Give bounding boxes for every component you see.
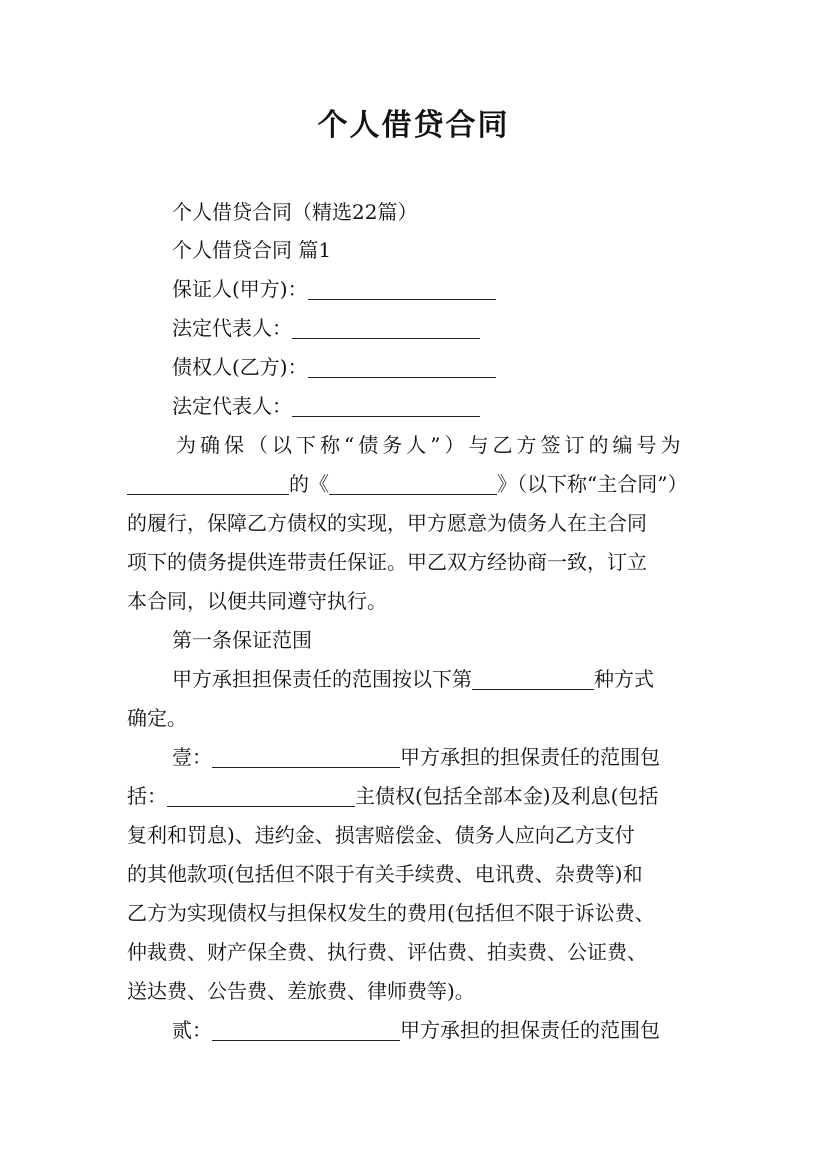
subtitle: 个人借贷合同（精选22篇）	[172, 200, 418, 224]
option1-line2-b: 主债权(包括全部本金)及利息(包括	[355, 784, 659, 808]
option2-blank[interactable]	[212, 1016, 400, 1041]
legal-rep-line-2	[172, 387, 480, 425]
legal-rep-label: 法定代表人：	[172, 316, 292, 340]
creditor-blank[interactable]	[308, 353, 496, 378]
guarantor-label: 保证人(甲方)：	[172, 277, 308, 301]
option2-label: 贰：	[172, 1018, 212, 1042]
option1-line5: 乙方为实现债权与担保权发生的费用(包括但不限于诉讼费、	[127, 901, 655, 925]
option2-line1-text: 甲方承担的担保责任的范围包	[400, 1018, 660, 1042]
legal-rep-line	[172, 309, 480, 347]
option1-line1-text: 甲方承担的担保责任的范围包	[400, 745, 660, 769]
article1-line1-a: 甲方承担担保责任的范围按以下第	[172, 667, 472, 691]
option1-line7: 送达费、公告费、差旅费、律师费等)。	[127, 979, 475, 1003]
para1-line2-b: 》（以下称“主合同”）	[497, 472, 688, 496]
article1-line1	[172, 660, 654, 698]
method-number-blank[interactable]	[472, 665, 594, 690]
para1-line5: 本合同，以便共同遵守执行。	[127, 589, 387, 613]
creditor-line	[172, 348, 496, 386]
article1-heading: 第一条保证范围	[172, 628, 312, 652]
para1-line1: 为确保（以下称“债务人”）与乙方签订的编号为	[176, 433, 685, 457]
legal-rep-blank[interactable]	[292, 314, 480, 339]
creditor-label: 债权人(乙方)：	[172, 355, 308, 379]
article1-line2: 确定。	[127, 706, 187, 730]
option1-line2-a: 括：	[127, 784, 167, 808]
option1-line4: 的其他款项(包括但不限于有关手续费、电讯费、杂费等)和	[127, 862, 643, 886]
option1-line1	[172, 738, 660, 776]
guarantor-blank[interactable]	[308, 275, 496, 300]
option1-label: 壹：	[172, 745, 212, 769]
legal-rep-blank-2[interactable]	[292, 392, 480, 417]
para1-line2-a: 的《	[289, 472, 329, 496]
option1-blank-2[interactable]	[167, 782, 355, 807]
guarantor-line	[172, 270, 496, 308]
para1-line3: 的履行，保障乙方债权的实现，甲方愿意为债务人在主合同	[127, 511, 647, 535]
option2-line1	[172, 1011, 660, 1049]
article1-line1-b: 种方式	[594, 667, 654, 691]
option1-line2	[127, 777, 658, 815]
para1-line4: 项下的债务提供连带责任保证。甲乙双方经协商一致，订立	[127, 550, 647, 574]
legal-rep-label-2: 法定代表人：	[172, 394, 292, 418]
option1-blank[interactable]	[212, 743, 400, 768]
option1-line3: 复利和罚息)、违约金、损害赔偿金、债务人应向乙方支付	[127, 823, 635, 847]
option1-line6: 仲裁费、财产保全费、执行费、评估费、拍卖费、公证费、	[127, 940, 647, 964]
contract-number-blank[interactable]	[127, 470, 289, 495]
document-title: 个人借贷合同	[317, 108, 510, 143]
para1-line2	[127, 465, 687, 503]
section-heading: 个人借贷合同 篇1	[172, 238, 332, 262]
contract-name-blank[interactable]	[329, 470, 497, 495]
